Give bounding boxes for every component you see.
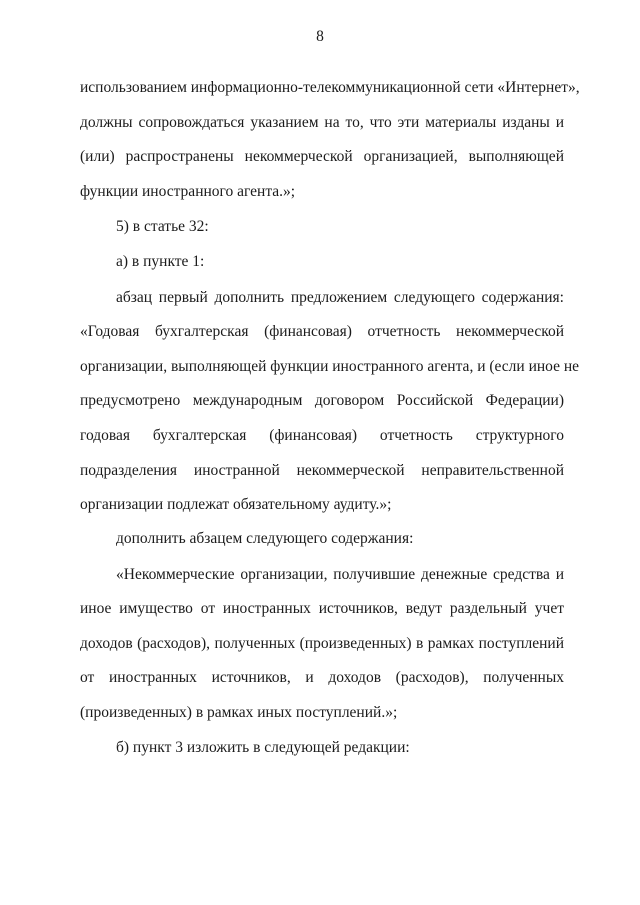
text-line: предусмотрено международным договором Российской Федерации) bbox=[80, 392, 564, 409]
text-line: (произведенных) в рамках иных поступлений.»; bbox=[80, 704, 398, 721]
text-line: (или) распространены некоммерческой организацией, выполняющей bbox=[80, 148, 564, 165]
list-item-heading: а) в пункте 1: bbox=[116, 253, 205, 270]
text-line: функции иностранного агента.»; bbox=[80, 183, 296, 200]
text-line: от иностранных источников, и доходов (расходов), полученных bbox=[80, 669, 564, 686]
text-line: «Некоммерческие организации, получившие денежные средства и bbox=[116, 566, 564, 583]
text-line: подразделения иностранной некоммерческой неправительственной bbox=[80, 462, 564, 479]
text-line: организации, выполняющей функции иностранного агента, и (если иное не bbox=[80, 358, 580, 375]
text-line: годовая бухгалтерская (финансовая) отчетность структурного bbox=[80, 427, 564, 444]
list-item-heading: 5) в статье 32: bbox=[116, 218, 209, 235]
text-line: дополнить абзацем следующего содержания: bbox=[116, 530, 414, 547]
text-line: «Годовая бухгалтерская (финансовая) отчетность некоммерческой bbox=[80, 323, 564, 340]
text-line: доходов (расходов), полученных (произведенных) в рамках поступлений bbox=[80, 635, 564, 652]
text-line: иное имущество от иностранных источников, ведут раздельный учет bbox=[80, 600, 564, 617]
text-line: должны сопровождаться указанием на то, что эти материалы изданы и bbox=[80, 114, 564, 131]
list-item-heading: б) пункт 3 изложить в следующей редакции: bbox=[116, 739, 410, 756]
text-line: абзац первый дополнить предложением следующего содержания: bbox=[116, 289, 564, 306]
text-line: использованием информационно-телекоммуникационной сети «Интернет», bbox=[80, 79, 580, 96]
page-number: 8 bbox=[316, 28, 324, 45]
text-line: организации подлежат обязательному аудиту.»; bbox=[80, 496, 392, 513]
